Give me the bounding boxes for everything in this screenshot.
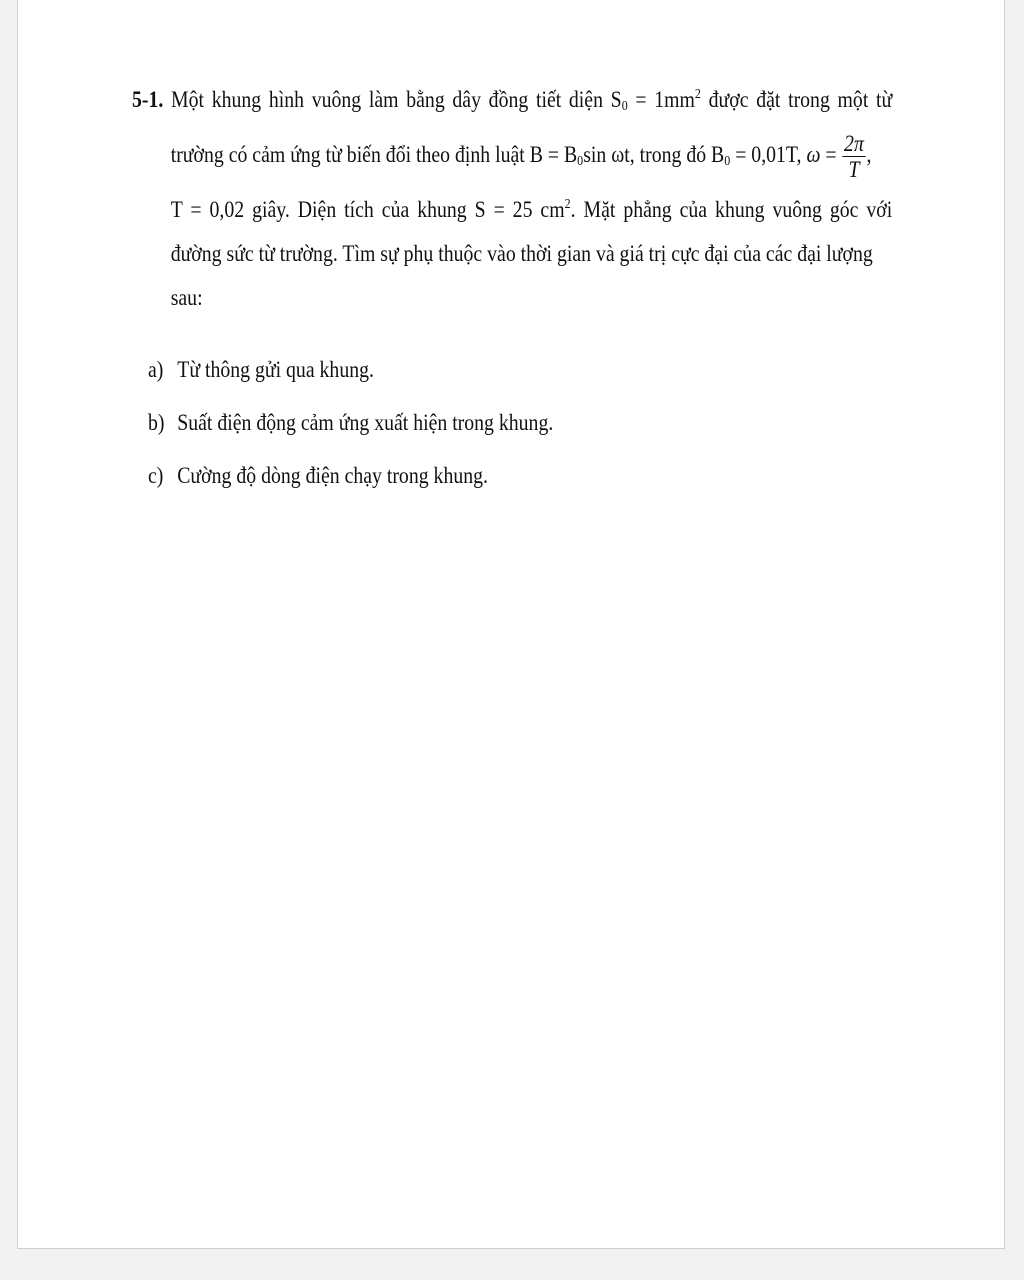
text-span: . Mặt phẳng của khung vuông góc với	[570, 197, 893, 222]
text-span: ,	[866, 142, 872, 167]
fraction	[842, 131, 865, 183]
fraction-denominator: T	[848, 157, 860, 183]
list-item	[148, 401, 553, 454]
document-page	[17, 0, 1005, 1249]
text-span: được đặt trong một từ	[700, 87, 893, 112]
item-label: a)	[148, 357, 164, 382]
list-item	[148, 454, 553, 507]
problem-line-3	[132, 188, 892, 232]
text-span: =	[820, 142, 842, 167]
item-text: Từ thông gửi qua khung.	[177, 357, 374, 382]
item-label: c)	[148, 463, 164, 488]
superscript: 2	[564, 197, 571, 212]
item-label: b)	[148, 410, 165, 435]
subscript: 0	[724, 154, 731, 169]
text-span: đường sức từ trường. Tìm sự phụ thuộc vào thời gian và giá trị cực đại của các đại lượng	[170, 241, 873, 266]
omega-symbol: ω	[806, 142, 821, 167]
text-span: Một khung hình vuông làm bằng dây đồng tiết diện S	[171, 87, 622, 112]
text-span: sau:	[170, 285, 203, 310]
text-span: T = 0,02 giây. Diện tích của khung S = 25 cm	[170, 197, 565, 222]
text-span: = 1mm	[627, 87, 695, 112]
fraction-numerator: 2π	[844, 130, 864, 156]
problem-line-5	[132, 276, 786, 320]
problem-number: 5-1.	[132, 87, 164, 112]
list-item	[148, 348, 553, 401]
item-text: Cường độ dòng điện chạy trong khung.	[177, 463, 488, 488]
sub-question-list	[148, 348, 553, 507]
item-text: Suất điện động cảm ứng xuất hiện trong khung.	[177, 410, 554, 435]
subscript: 0	[621, 99, 628, 114]
text-span: sin ωt, trong đó B	[583, 142, 725, 167]
text-span: trường có cảm ứng từ biến đổi theo định luật B = B	[170, 142, 578, 167]
problem-line-1	[132, 78, 892, 122]
subscript: 0	[577, 154, 584, 169]
text-span: = 0,01T,	[730, 142, 807, 167]
superscript: 2	[694, 87, 701, 102]
problem-line-4	[132, 232, 873, 276]
